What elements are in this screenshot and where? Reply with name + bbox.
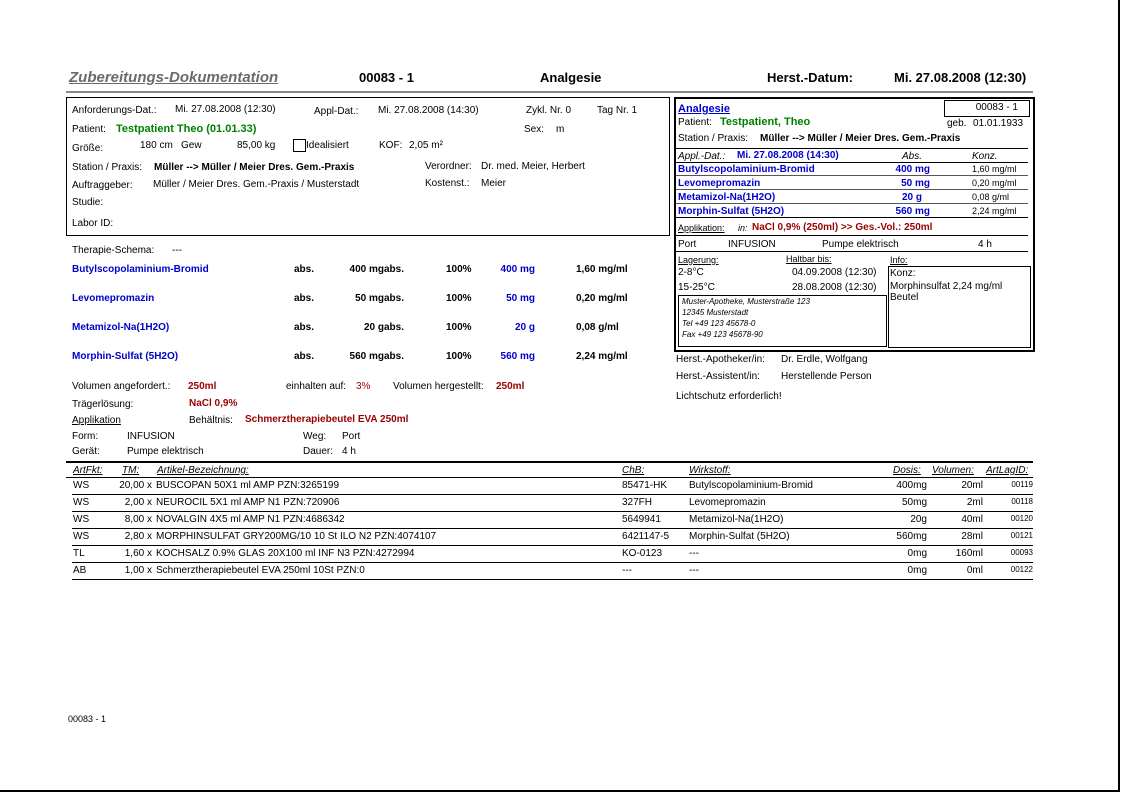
schema-conc: 1,60 mg/ml bbox=[576, 264, 628, 275]
kof-value: 2,05 m² bbox=[409, 140, 443, 151]
label-category: Analgesie bbox=[678, 103, 730, 115]
label-order-number: 00083 - 1 bbox=[975, 102, 1018, 113]
article-cell-name: NOVALGIN 4X5 ml AMP N1 PZN:4686342 bbox=[156, 514, 345, 525]
behaeltnis-label: Behältnis: bbox=[189, 415, 233, 426]
label-dauer: 4 h bbox=[978, 239, 992, 250]
label-infusion: INFUSION bbox=[728, 239, 776, 250]
label-drug-abs: 50 mg bbox=[901, 178, 930, 189]
pharmacy-line: 12345 Musterstadt bbox=[682, 308, 749, 317]
schema-abs: abs. bbox=[294, 351, 315, 362]
apotheker-value: Dr. Erdle, Wolfgang bbox=[781, 354, 868, 365]
gew-label: Gew bbox=[181, 140, 202, 151]
auftrag-label: Auftraggeber: bbox=[72, 180, 133, 191]
auftrag-value: Müller / Meier Dres. Gem.-Praxis / Musterstadt bbox=[153, 179, 360, 190]
pharmacy-line: Fax +49 123 45678-90 bbox=[682, 330, 763, 339]
herst-date-value: Mi. 27.08.2008 (12:30) bbox=[894, 70, 1027, 85]
haltbar2: 28.08.2008 (12:30) bbox=[792, 282, 877, 293]
pharmacy-line: Tel +49 123 45678-0 bbox=[682, 319, 756, 328]
label-drug-konz: 1,60 mg/ml bbox=[972, 164, 1017, 174]
article-cell-tm: 8,00 x bbox=[124, 514, 152, 525]
zykl-label: Zykl. Nr. 0 bbox=[526, 105, 572, 116]
schema-abs: abs. bbox=[294, 264, 315, 275]
form-value: INFUSION bbox=[127, 431, 175, 442]
article-cell-chb: 85471-HK bbox=[622, 480, 668, 491]
article-cell-wirk: Levomepromazin bbox=[689, 497, 766, 508]
label-drug-name: Levomepromazin bbox=[678, 178, 761, 189]
vol-ang-label: Volumen angefordert.: bbox=[72, 381, 171, 392]
verordner-label: Verordner: bbox=[425, 161, 472, 172]
label-drug-name: Morphin-Sulfat (5H2O) bbox=[678, 206, 785, 217]
label-patient-label: Patient: bbox=[678, 117, 712, 128]
groesse-value: 180 cm bbox=[140, 140, 173, 151]
schema-dose: 560 mg bbox=[500, 351, 535, 362]
schema-drug-name: Levomepromazin bbox=[72, 293, 155, 304]
lager1: 2-8°C bbox=[678, 267, 704, 278]
schema-percent: 100% bbox=[446, 322, 472, 333]
col-header-dosis: Dosis: bbox=[893, 465, 921, 476]
patient-label: Patient: bbox=[72, 124, 106, 135]
article-cell-chb: --- bbox=[622, 565, 632, 576]
assistent-value: Herstellende Person bbox=[781, 371, 872, 382]
article-cell-fkt: WS bbox=[73, 531, 90, 542]
schema-amount: 560 mgabs. bbox=[349, 351, 404, 362]
article-cell-dosis: 50mg bbox=[901, 497, 927, 508]
article-cell-tm: 2,00 x bbox=[124, 497, 152, 508]
schema-percent: 100% bbox=[446, 351, 472, 362]
article-cell-dosis: 0mg bbox=[907, 565, 927, 576]
schema-dose: 20 g bbox=[514, 322, 535, 333]
col-header-chb: ChB: bbox=[622, 465, 645, 476]
row-divider bbox=[72, 528, 1033, 529]
geraet-label: Gerät: bbox=[72, 446, 100, 457]
footer-order-number: 00083 - 1 bbox=[68, 714, 107, 724]
label-appl-line-value: NaCl 0,9% (250ml) >> Ges.-Vol.: 250ml bbox=[752, 222, 933, 233]
row-divider bbox=[72, 579, 1033, 580]
einhalten-label: einhalten auf: bbox=[286, 381, 347, 392]
schema-amount: 20 gabs. bbox=[363, 322, 404, 333]
article-cell-chb: 6421147-5 bbox=[622, 531, 670, 542]
article-cell-tm: 1,00 x bbox=[124, 565, 152, 576]
patient-value: Testpatient Theo (01.01.33) bbox=[116, 123, 257, 135]
article-cell-name: BUSCOPAN 50X1 ml AMP PZN:3265199 bbox=[156, 480, 340, 491]
col-header-artlagid: ArtLagID: bbox=[986, 465, 1029, 476]
idealisiert-label: Idealisiert bbox=[306, 140, 349, 151]
schema-dose: 400 mg bbox=[500, 264, 535, 275]
schema-conc: 2,24 mg/ml bbox=[576, 351, 628, 362]
schema-abs: abs. bbox=[294, 293, 315, 304]
label-drug-konz: 2,24 mg/ml bbox=[972, 206, 1017, 216]
schema-amount: 400 mgabs. bbox=[349, 264, 404, 275]
schema-value: --- bbox=[172, 245, 182, 256]
label-drug-konz: 0,20 mg/ml bbox=[972, 178, 1017, 188]
vol-herg-value: 250ml bbox=[496, 381, 525, 392]
appl-label: Appl-Dat.: bbox=[314, 106, 359, 117]
label-konz-header: Konz. bbox=[972, 151, 998, 162]
article-cell-wirk: --- bbox=[689, 565, 699, 576]
article-cell-vol: 0ml bbox=[966, 565, 983, 576]
row-divider bbox=[72, 494, 1033, 495]
pharmacy-line: Muster-Apotheke, Musterstraße 123 bbox=[682, 297, 810, 306]
haltbar1: 04.09.2008 (12:30) bbox=[792, 267, 877, 278]
articles-top-rule bbox=[66, 461, 1033, 463]
kof-label: KOF: bbox=[379, 140, 403, 151]
tag-label: Tag Nr. 1 bbox=[597, 105, 638, 116]
schema-amount: 50 mgabs. bbox=[355, 293, 404, 304]
label-appl-line-in: in: bbox=[738, 223, 748, 233]
station-value: Müller --> Müller / Meier Dres. Gem.-Praxis bbox=[154, 162, 355, 173]
info-line: Konz: bbox=[890, 268, 916, 279]
kostenst-value: Meier bbox=[481, 178, 507, 189]
anf-value: Mi. 27.08.2008 (12:30) bbox=[175, 104, 276, 115]
order-number: 00083 - 1 bbox=[359, 70, 414, 85]
lager2: 15-25°C bbox=[678, 282, 715, 293]
label-appl-line-label: Applikation: bbox=[678, 223, 725, 233]
col-header-tm: TM: bbox=[122, 465, 140, 476]
article-cell-name: NEUROCIL 5X1 ml AMP N1 PZN:720906 bbox=[156, 497, 340, 508]
schema-abs: abs. bbox=[294, 322, 315, 333]
sex-value: m bbox=[556, 124, 565, 135]
info-line: Beutel bbox=[890, 292, 919, 303]
col-header-wirkstoff: Wirkstoff: bbox=[689, 465, 731, 476]
vol-herg-label: Volumen hergestellt: bbox=[393, 381, 484, 392]
article-cell-id: 00118 bbox=[1011, 497, 1033, 506]
article-cell-chb: KO-0123 bbox=[622, 548, 663, 559]
article-cell-tm: 1,60 x bbox=[124, 548, 152, 559]
apotheker-label: Herst.-Apotheker/in: bbox=[676, 354, 765, 365]
label-pumpe: Pumpe elektrisch bbox=[822, 239, 899, 250]
form-label: Form: bbox=[72, 431, 99, 442]
article-cell-dosis: 400mg bbox=[896, 480, 927, 491]
article-cell-chb: 327FH bbox=[622, 497, 653, 508]
label-station-value: Müller --> Müller / Meier Dres. Gem.-Praxis bbox=[760, 133, 961, 144]
schema-dose: 50 mg bbox=[506, 293, 535, 304]
col-header-artfkt: ArtFkt: bbox=[73, 465, 103, 476]
schema-percent: 100% bbox=[446, 293, 472, 304]
article-cell-vol: 160ml bbox=[955, 548, 983, 559]
article-cell-fkt: WS bbox=[73, 480, 90, 491]
traeger-value: NaCl 0,9% bbox=[189, 398, 238, 409]
herst-date-label: Herst.-Datum: bbox=[767, 70, 853, 85]
article-cell-name: KOCHSALZ 0.9% GLAS 20X100 ml INF N3 PZN:4272994 bbox=[156, 548, 415, 559]
category: Analgesie bbox=[540, 70, 602, 85]
info-line: Morphinsulfat 2,24 mg/ml bbox=[890, 281, 1003, 292]
schema-percent: 100% bbox=[446, 264, 472, 275]
label-drug-abs: 400 mg bbox=[895, 164, 930, 175]
label-geb-label: geb. bbox=[947, 118, 967, 129]
article-cell-id: 00119 bbox=[1011, 480, 1033, 489]
label-drug-konz: 0,08 g/ml bbox=[972, 192, 1010, 202]
col-header-artikel: Artikel-Bezeichnung: bbox=[157, 465, 249, 476]
article-cell-wirk: Butylscopolaminium-Bromid bbox=[689, 480, 813, 491]
info-label: Info: bbox=[890, 255, 908, 265]
row-divider bbox=[72, 562, 1033, 563]
label-appl-label: Appl.-Dat.: bbox=[678, 151, 726, 162]
row-divider bbox=[72, 545, 1033, 546]
behaeltnis-value: Schmerztherapiebeutel EVA 250ml bbox=[245, 414, 409, 425]
label-station-label: Station / Praxis: bbox=[678, 133, 749, 144]
article-cell-dosis: 0mg bbox=[907, 548, 927, 559]
labor-label: Labor ID: bbox=[72, 218, 114, 229]
article-cell-wirk: Metamizol-Na(1H2O) bbox=[689, 514, 784, 525]
article-cell-fkt: WS bbox=[73, 497, 90, 508]
article-cell-id: 00093 bbox=[1010, 548, 1033, 557]
article-cell-vol: 2ml bbox=[966, 497, 983, 508]
anf-label: Anforderungs-Dat.: bbox=[72, 105, 157, 116]
article-cell-vol: 40ml bbox=[961, 514, 983, 525]
header-rule bbox=[66, 91, 1033, 93]
verordner-value: Dr. med. Meier, Herbert bbox=[481, 161, 585, 172]
label-appl-value: Mi. 27.08.2008 (14:30) bbox=[737, 150, 839, 161]
label-port: Port bbox=[678, 239, 697, 250]
article-cell-fkt: AB bbox=[73, 565, 87, 576]
schema-conc: 0,20 mg/ml bbox=[576, 293, 628, 304]
article-cell-id: 00122 bbox=[1010, 565, 1033, 574]
station-label: Station / Praxis: bbox=[72, 162, 143, 173]
vol-ang-value: 250ml bbox=[188, 381, 217, 392]
article-cell-name: Schmerztherapiebeutel EVA 250ml 10St PZN:0 bbox=[156, 565, 365, 576]
article-cell-dosis: 20g bbox=[910, 514, 927, 525]
row-divider bbox=[72, 511, 1033, 512]
gew-value: 85,00 kg bbox=[237, 140, 276, 151]
schema-drug-name: Morphin-Sulfat (5H2O) bbox=[72, 351, 179, 362]
article-cell-dosis: 560mg bbox=[896, 531, 927, 542]
lagerung-label: Lagerung: bbox=[678, 255, 719, 265]
article-cell-id: 00120 bbox=[1010, 514, 1033, 523]
label-drug-abs: 20 g bbox=[901, 192, 922, 203]
label-drug-name: Metamizol-Na(1H2O) bbox=[678, 192, 776, 203]
article-cell-vol: 20ml bbox=[961, 480, 983, 491]
document-title: Zubereitungs-Dokumentation bbox=[69, 69, 279, 86]
article-cell-chb: 5649941 bbox=[622, 514, 661, 525]
label-patient-value: Testpatient, Theo bbox=[720, 116, 811, 128]
weg-value: Port bbox=[342, 431, 361, 442]
kostenst-label: Kostenst.: bbox=[425, 178, 470, 189]
label-geb-value: 01.01.1933 bbox=[973, 118, 1024, 129]
article-cell-fkt: TL bbox=[73, 548, 85, 559]
groesse-label: Größe: bbox=[72, 143, 104, 154]
schema-drug-name: Metamizol-Na(1H2O) bbox=[72, 322, 170, 333]
studie-label: Studie: bbox=[72, 197, 104, 208]
article-cell-tm: 2,80 x bbox=[124, 531, 152, 542]
lichtschutz-note: Lichtschutz erforderlich! bbox=[676, 391, 782, 402]
idealisiert-checkbox[interactable] bbox=[293, 139, 306, 152]
applikation-label: Applikation bbox=[72, 415, 121, 426]
col-header-volumen: Volumen: bbox=[932, 465, 974, 476]
geraet-value: Pumpe elektrisch bbox=[127, 446, 204, 457]
article-cell-wirk: Morphin-Sulfat (5H2O) bbox=[689, 531, 790, 542]
article-cell-id: 00121 bbox=[1010, 531, 1033, 540]
einhalten-value: 3% bbox=[356, 381, 371, 392]
dauer-label: Dauer: bbox=[303, 446, 334, 457]
label-drug-abs: 560 mg bbox=[895, 206, 930, 217]
article-cell-fkt: WS bbox=[73, 514, 90, 525]
weg-label: Weg: bbox=[303, 431, 327, 442]
label-abs-header: Abs. bbox=[902, 151, 923, 162]
schema-conc: 0,08 g/ml bbox=[576, 322, 619, 333]
dauer-value: 4 h bbox=[342, 446, 356, 457]
haltbar-label: Haltbar bis: bbox=[786, 254, 832, 264]
article-cell-tm: 20,00 x bbox=[119, 480, 152, 491]
schema-drug-name: Butylscopolaminium-Bromid bbox=[72, 264, 209, 275]
assistent-label: Herst.-Assistent/in: bbox=[676, 371, 760, 382]
article-cell-wirk: --- bbox=[689, 548, 699, 559]
article-cell-name: MORPHINSULFAT GRY200MG/10 10 St ILO N2 PZN:4074107 bbox=[156, 531, 437, 542]
schema-label: Therapie-Schema: bbox=[72, 245, 155, 256]
traeger-label: Trägerlösung: bbox=[72, 399, 134, 410]
label-drug-name: Butylscopolaminium-Bromid bbox=[678, 164, 815, 175]
article-cell-vol: 28ml bbox=[961, 531, 983, 542]
sex-label: Sex: bbox=[524, 124, 545, 135]
appl-value: Mi. 27.08.2008 (14:30) bbox=[378, 105, 479, 116]
